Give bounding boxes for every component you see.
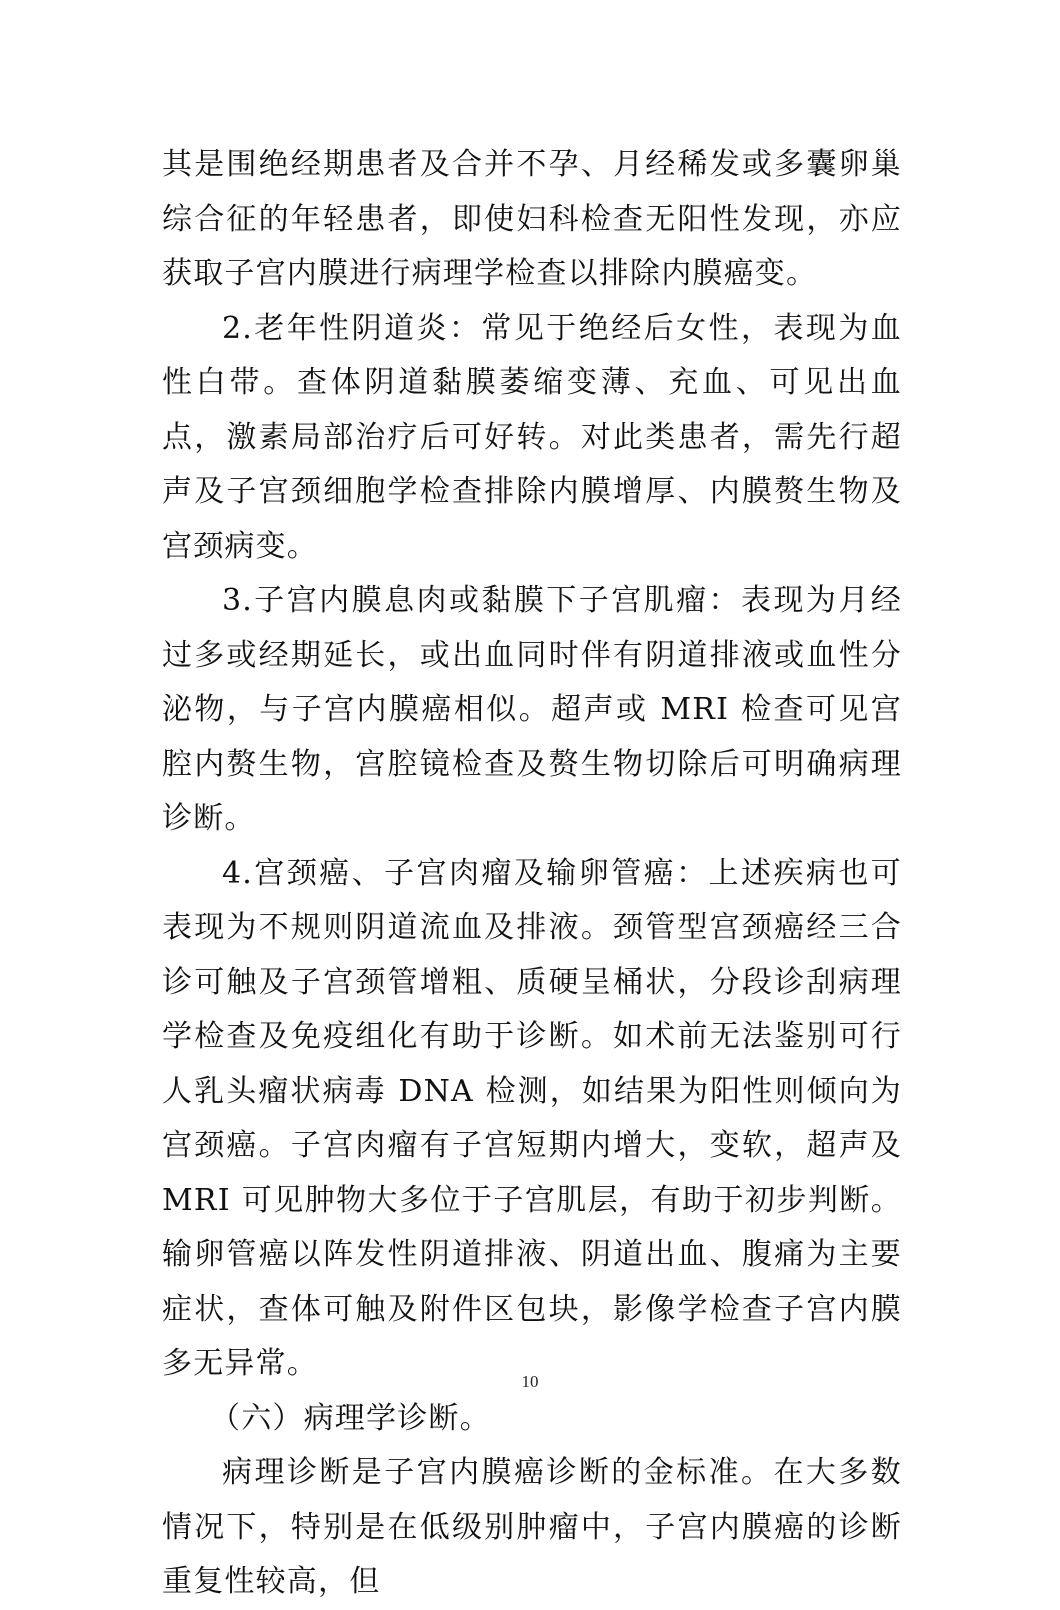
paragraph-senile-vaginitis: 2.老年性阴道炎：常见于绝经后女性，表现为血性白带。查体阴道黏膜萎缩变薄、充血、可见出血点，激素局部治疗后可好转。对此类患者，需先行超声及子宫颈细胞学检查排除内膜增厚、内膜赘生物及宫颈病变。 bbox=[162, 310, 902, 564]
paragraph-cervical-cancer: 4.宫颈癌、子宫肉瘤及输卵管癌：上述疾病也可表现为不规则阴道流血及排液。颈管型宫颈癌经三合诊可触及子宫颈管增粗、质硬呈桶状，分段诊刮病理学检查及免疫组化有助于诊断。如术前无法鉴别可行人乳头瘤状病毒 DNA 检测，如结果为阳性则倾向为宫颈癌。子宫肉瘤有子宫短期内增大，变软，超声及 MRI 可见肿物大多位于子宫肌层，有助于初步判断。输卵管癌以阵发性阴道排液、阴道出血、腹痛为主要症状，查体可触及附件区包块，影像学检查子宫内膜多无异常。 bbox=[162, 855, 902, 1381]
section-heading-pathology: （六）病理学诊断。 bbox=[210, 1400, 491, 1436]
paragraph-continuation: 其是围绝经期患者及合并不孕、月经稀发或多囊卵巢综合征的年轻患者，即使妇科检查无阳性发现，亦应获取子宫内膜进行病理学检查以排除内膜癌变。 bbox=[162, 147, 902, 291]
paragraph-endometrial-polyp: 3.子宫内膜息肉或黏膜下子宫肌瘤：表现为月经过多或经期延长，或出血同时伴有阴道排液或血性分泌物，与子宫内膜癌相似。超声或 MRI 检查可见宫腔内赘生物，宫腔镜检查及赘生物切除后可明确病理诊断。 bbox=[162, 583, 902, 836]
paragraph-pathology-diagnosis: 病理诊断是子宫内膜癌诊断的金标准。在大多数情况下，特别是在低级别肿瘤中，子宫内膜癌的诊断重复性较高，但 bbox=[162, 1455, 902, 1599]
page-number: 10 bbox=[521, 1372, 539, 1391]
